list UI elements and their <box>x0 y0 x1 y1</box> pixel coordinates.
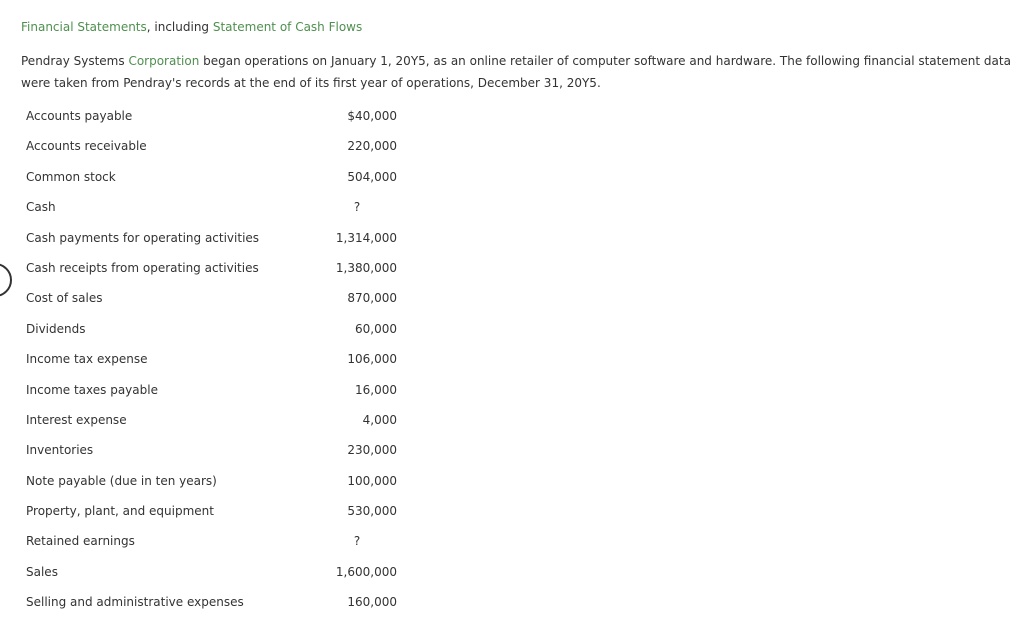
table-row <box>26 495 406 525</box>
financial-data-table <box>26 100 406 617</box>
row-value: 870,000 <box>347 291 397 306</box>
corporation-link[interactable]: Corporation <box>128 54 200 68</box>
row-value: 530,000 <box>347 504 397 519</box>
table-row <box>26 100 406 130</box>
statement-of-cash-flows-link[interactable]: Statement of Cash Flows <box>212 20 363 34</box>
row-value: $40,000 <box>347 109 397 123</box>
table-row <box>26 161 406 191</box>
row-value: 106,000 <box>347 352 397 367</box>
row-label: Income tax expense <box>26 352 148 367</box>
row-label: Selling and administrative expenses <box>26 595 244 610</box>
row-value: 160,000 <box>347 595 397 610</box>
side-panel-handle[interactable] <box>0 263 12 297</box>
row-value: 504,000 <box>347 169 397 184</box>
intro-text-end: began operations on January 1, 20Y5, as an online retailer of computer software and hardware. The following financial statement data were taken from Pendray's records at the end of its first year of operations, December 31, 20Y5. <box>21 54 1011 90</box>
row-label: Property, plant, and equipment <box>26 504 214 519</box>
table-row <box>26 525 406 555</box>
table-row <box>26 556 406 586</box>
row-label: Cash <box>26 200 56 215</box>
table-row <box>26 191 406 221</box>
page-title <box>21 19 362 35</box>
row-label: Cash payments for operating activities <box>26 230 260 245</box>
intro-paragraph <box>21 50 1011 94</box>
row-value: 100,000 <box>347 473 397 488</box>
row-label: Inventories <box>26 443 94 458</box>
row-label: Accounts payable <box>26 109 133 123</box>
row-label: Interest expense <box>26 412 127 427</box>
row-label: Dividends <box>26 321 86 336</box>
table-row <box>26 404 406 434</box>
row-label: Income taxes payable <box>26 382 158 397</box>
row-value: 60,000 <box>355 321 397 336</box>
row-value: 1,314,000 <box>335 230 397 245</box>
row-label: Common stock <box>26 169 116 184</box>
row-label: Cash receipts from operating activities <box>26 260 259 275</box>
row-label: Sales <box>26 564 58 579</box>
title-connector-text: , including <box>146 20 213 34</box>
table-row <box>26 374 406 404</box>
table-row <box>26 252 406 282</box>
row-value: 4,000 <box>362 412 397 427</box>
row-label: Cost of sales <box>26 291 103 306</box>
intro-text-start: Pendray Systems <box>21 54 129 68</box>
row-label: Retained earnings <box>26 534 135 549</box>
row-value: 220,000 <box>347 139 397 154</box>
table-row <box>26 586 406 616</box>
table-row <box>26 313 406 343</box>
row-value: 230,000 <box>347 443 397 458</box>
table-row <box>26 434 406 464</box>
row-value: 1,380,000 <box>335 260 397 275</box>
row-label: Accounts receivable <box>26 139 147 154</box>
table-row <box>26 282 406 312</box>
table-row <box>26 465 406 495</box>
table-row <box>26 343 406 373</box>
table-row <box>26 222 406 252</box>
row-value: 16,000 <box>355 382 397 397</box>
table-row <box>26 130 406 160</box>
financial-statements-link[interactable]: Financial Statements <box>21 20 147 34</box>
row-value: 1,600,000 <box>335 564 397 579</box>
row-value: ? <box>353 534 361 549</box>
row-label: Note payable (due in ten years) <box>26 473 217 488</box>
row-value: ? <box>353 200 361 215</box>
